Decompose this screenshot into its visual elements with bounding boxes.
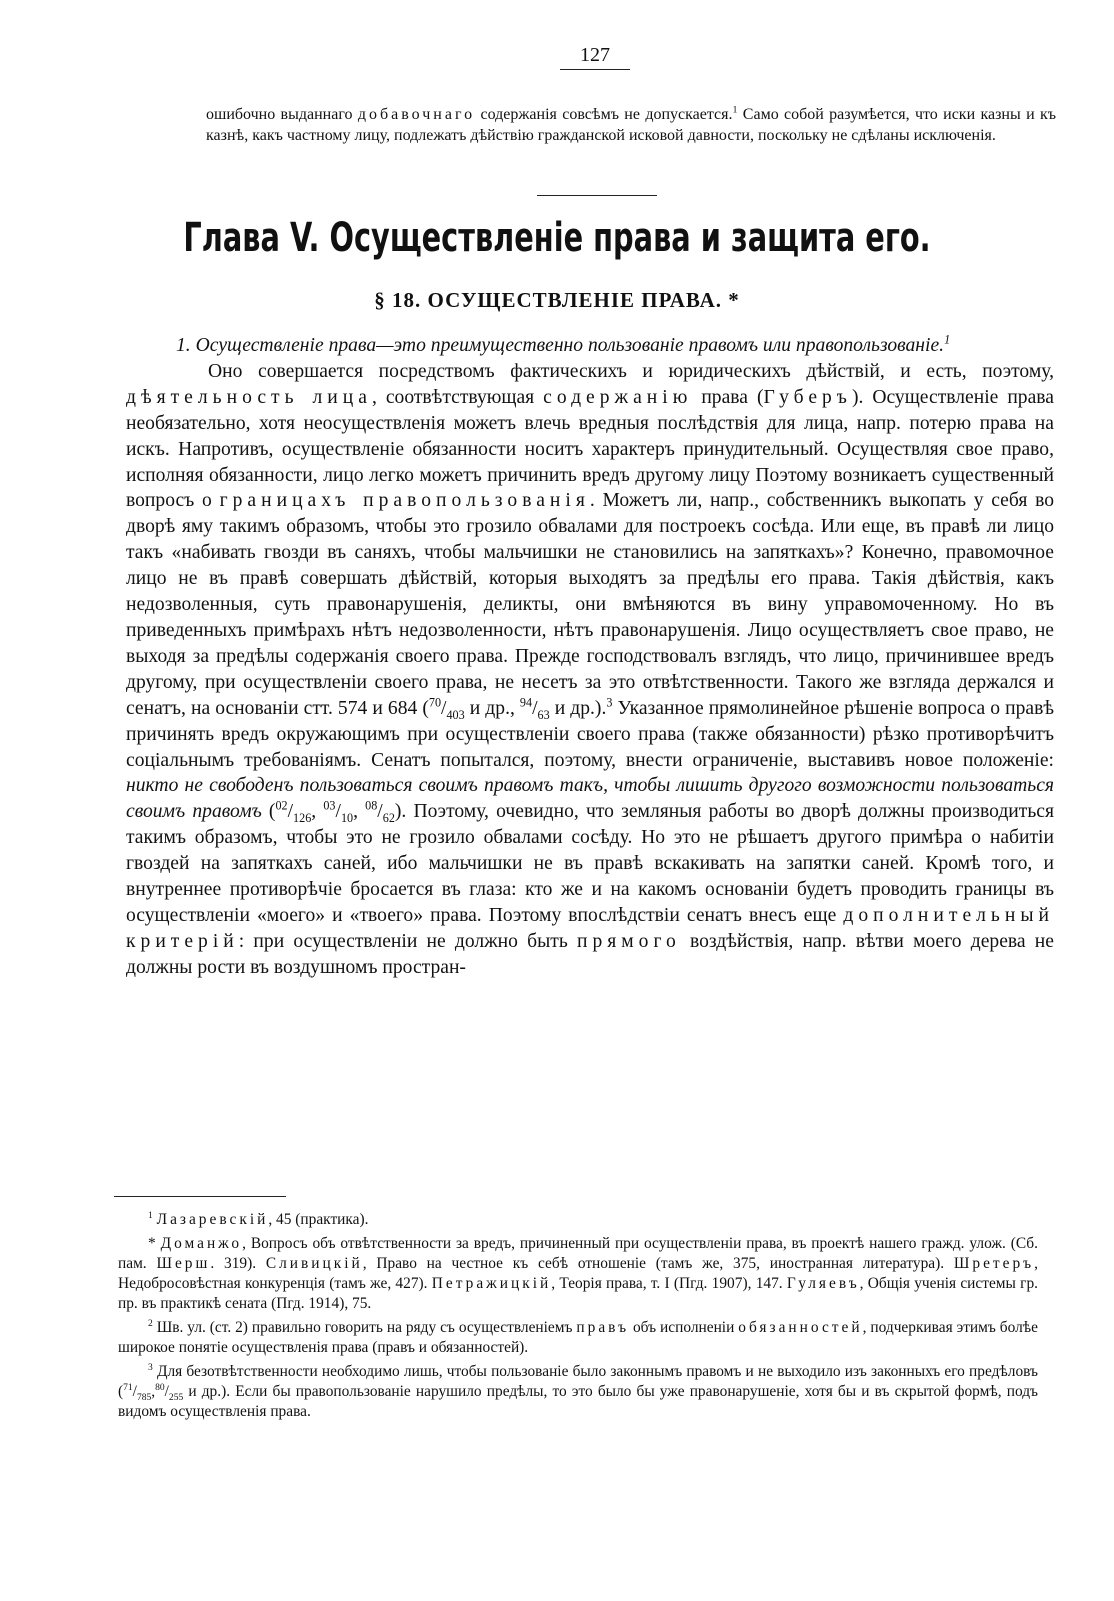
footnote-3: $^3$ Для безотвѣтственности необходимо лишь, чтобы пользованіе было законнымъ правомъ и не выходило изъ законныхъ его предѣловъ ($^{71}/_{785},^{80}/_{255}$ и др.). Если бы правопользованіе нарушило предѣлы, то это было бы уже правонарушеніе, хотя бы и въ скрытой формѣ, подъ видомъ осуществленія права. <box>118 1361 1038 1420</box>
footnote-star: * Доманжо, Вопросъ объ отвѣтственности за вредъ, причиненный при осуществленіи права, въ проектѣ нашего гражд. улож. (Сб. пам. Шерш. 319). Сливицкій, Право на честное къ себѣ отношеніе (тамъ же, 375, иностранная литература). Шретеръ, Недобросовѣстная конкуренція (тамъ же, 427). Петражицкій, Теорія права, т. I (Пгд. 1907), 147. Гуляевъ, Общія ученія системы гр. пр. въ практикѣ сената (Пгд. 1914), 75. <box>118 1235 1039 1312</box>
page-number: 127 <box>560 44 630 70</box>
spaced-emphasis: содержанію <box>543 386 693 408</box>
chapter-title: Глава V. Осуществленіе права и защита его. <box>183 215 931 261</box>
body-paragraph: Оно совершается посредствомъ фактическихъ и юридическихъ дѣйствій, и есть, поэтому, дѣятельность лица, соотвѣтствующая содержанію права (Губеръ). Осуществленіе права необязательно, хотя неосуществленія можетъ влечь вредныя послѣдствія для лица, напр. потерю права на искъ. Напротивъ, осуществленіе обязанности носитъ характеръ принудительный. Осуществляя свое право, исполняя обязанности, лицо легко можетъ причинить вредъ другому лицу Поэтому возникаетъ существенный вопросъ о границахъ правопользованія. Можетъ ли, напр., собственникъ выкопать у себя во дворѣ яму такимъ образомъ, чтобы это грозило обвалами для построекъ сосѣда. Или еще, въ правѣ ли лицо такъ «набивать гвозди въ саняхъ, чтобы мальчишки не становились на запяткахъ»? Конечно, правомочное лицо не въ правѣ совершать дѣйствій, которыя выходятъ за предѣлы его права. Такія дѣйствія, какъ недозволенныя, суть правонарушенія, деликты, они вмѣняются въ вину управомоченному. Но въ приведенныхъ примѣрахъ нѣтъ недозволенности, нѣтъ правонарушенія. Лицо осуществляетъ свое право, не выходя за предѣлы содержанія своего права. Прежде господствовалъ взглядъ, что лицо, причинившее вредъ другому, при осуществленіи своего права, не несетъ за это отвѣтственности. Такого же взгляда держался и сенатъ, на основаніи стт. 574 и 684 ($^{70}/_{403}$ и др., $^{94}/_{63}$ и др.).$^3$ Указанное прямолинейное рѣшеніе вопроса о правѣ причинять вредъ окружающимъ при осуществленіи своего права (также обязанности) рѣзко противорѣчитъ соціальнымъ требованіямъ. Сенатъ попытался, поэтому, внести ограниченіе, выставивъ новое положеніе: никто не свободенъ пользоваться своимъ правомъ такъ, чтобы лишить другого возможности пользоваться своимъ правомъ ($^{02}/_{126}$, $^{03}/_{10}$, $^{08}/_{62}$). Поэтому, очевидно, что земляныя работы во дворѣ должны производиться такимъ образомъ, чтобы это не грозило обвалами сосѣду. Но это не рѣшаетъ другого примѣра о набитіи гвоздей на запяткахъ саней, ибо мальчишки не въ правѣ вскакивать на запятки саней. Кромѣ того, и внутреннее противорѣчіе бросается въ глаза: кто же и на какомъ основаніи будетъ проводить границы въ осуществленіи «моего» и «твоего» права. Поэтому впослѣдствіи сенатъ внесъ еще дополнительный критерій: при осуществленіи не должно быть прямого воздѣйствія, напр. вѣтви моего дерева не должны рости въ воздушномъ простран- <box>126 360 1055 978</box>
footnote-ref: 1 <box>732 104 738 116</box>
spaced-emphasis: границахъ правопользованія <box>219 490 590 512</box>
footnote-1: $^1$ Лазаревскій, 45 (практика). <box>148 1209 369 1228</box>
spaced-emphasis: Губеръ <box>763 386 852 408</box>
intro-text: ошибочно выданнаго добавочнаго содержанія совсѣмъ не допускается.$^1$ Само собой разумѣется, что иски казны и къ казнѣ, какъ частному лицу, подлежатъ дѣйствію гражданской исковой давности, поскольку не сдѣланы исключенія. <box>206 104 1057 144</box>
definition-paragraph: 1. Осуществленіе права—это преимущественно пользованіе правомъ или правопользованіе.$^1$ <box>176 332 951 356</box>
spaced-emphasis: дополнительный критерій <box>126 904 1054 952</box>
intro-paragraph <box>206 104 1056 146</box>
main-text <box>126 333 1054 981</box>
footnotes <box>118 1210 1038 1426</box>
footnote-ref: 3 <box>606 695 613 710</box>
footnote-2: $^2$ Шв. ул. (ст. 2) правильно говорить на ряду съ осуществленіемъ правъ объ исполненіи обязанностей, подчеркивая этимъ болѣе широкое понятіе осуществленія права (правъ и обязанностей). <box>118 1317 1038 1356</box>
section-divider <box>537 195 657 196</box>
footnote-divider <box>114 1196 286 1197</box>
italic-emphasis: никто не свободенъ пользоваться своимъ правомъ такъ, чтобы лишить другого возможности пользоваться своимъ правомъ <box>126 775 1054 823</box>
spaced-emphasis: прямого <box>576 930 681 952</box>
section-title: § 18. ОСУЩЕСТВЛЕНІЕ ПРАВА. * <box>374 288 740 312</box>
spaced-emphasis: добавочнаго <box>357 106 476 123</box>
spaced-emphasis: дѣятельность лица <box>126 386 372 408</box>
footnote-ref: 1 <box>944 332 951 347</box>
